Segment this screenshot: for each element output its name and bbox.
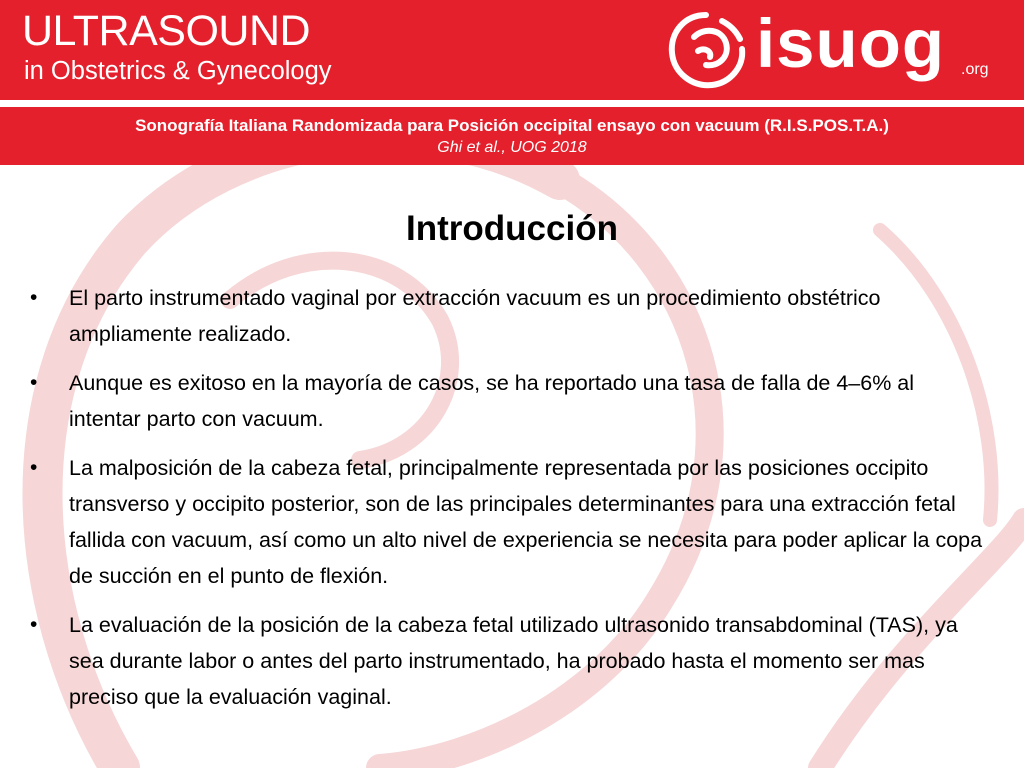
bullet-marker: •: [30, 286, 38, 309]
bullet-text: La malposición de la cabeza fetal, principalmente representada por las posiciones occipito transverso y occipito posterior, son de las principales determinantes para una extracción fetal fallida con vacuum, así como un alto nivel de experiencia se necesita para poder aplicar la copa de succión en el punto de flexión.: [69, 456, 983, 588]
study-title: Sonografía Italiana Randomizada para Posición occipital ensayo con vacuum (R.I.S.POS.T.A.): [135, 116, 889, 135]
bullet-text: La evaluación de la posición de la cabeza fetal utilizado ultrasonido transabdominal (TAS), ya sea durante labor o antes del parto instrumentado, ha probado hasta el momento ser mas preciso que la evaluación vaginal.: [69, 613, 958, 709]
journal-subtitle: in Obstetrics & Gynecology: [24, 57, 332, 85]
bullet-marker: •: [30, 371, 38, 394]
bullet-marker: •: [30, 456, 38, 479]
journal-header: [0, 0, 1024, 100]
logo-org-suffix: .org: [961, 61, 989, 78]
bullet-item: [30, 280, 990, 352]
header-divider: [0, 100, 1024, 107]
bullet-list: [30, 280, 990, 728]
isuog-logo: [660, 4, 1010, 96]
citation: Ghi et al., UOG 2018: [437, 139, 587, 156]
bullet-text: Aunque es exitoso en la mayoría de casos, se ha reportado una tasa de falla de 4–6% al intentar parto con vacuum.: [69, 371, 915, 431]
bullet-item: [30, 607, 990, 715]
slide-content: [0, 165, 1024, 768]
bullet-item: [30, 450, 990, 594]
bullet-text: El parto instrumentado vaginal por extracción vacuum es un procedimiento obstétrico ampliamente realizado.: [69, 286, 881, 346]
bullet-marker: •: [30, 613, 38, 636]
bullet-item: [30, 365, 990, 437]
logo-text: isuog: [756, 5, 945, 82]
slide-title: Introducción: [406, 209, 618, 248]
isuog-fetus-logo-icon: [664, 7, 750, 93]
journal-title: ULTRASOUND: [22, 7, 311, 55]
study-banner: [0, 107, 1024, 165]
